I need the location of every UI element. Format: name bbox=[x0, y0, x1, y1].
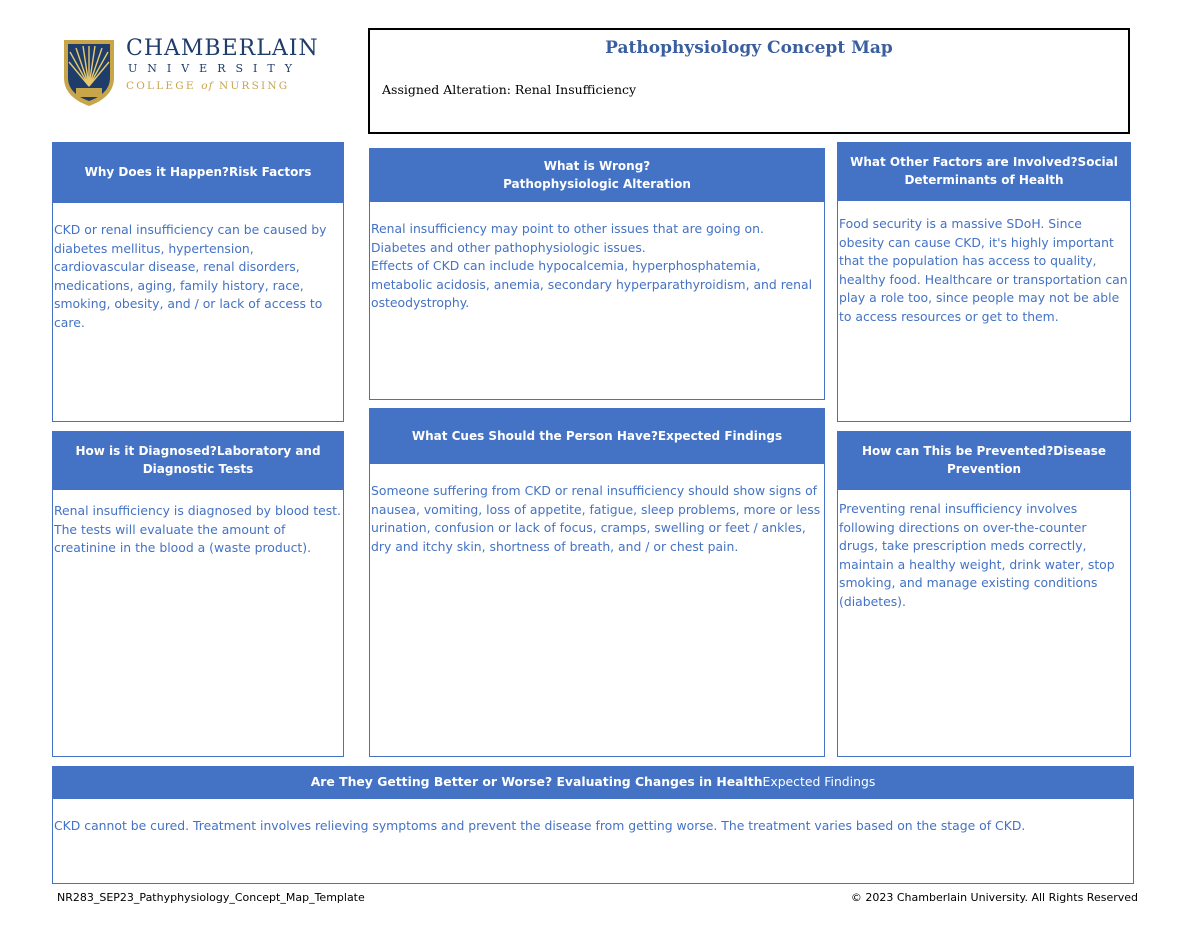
footer-template-name: NR283_SEP23_Pathyphysiology_Concept_Map_Template bbox=[57, 891, 365, 904]
diagnosis-text: Renal insufficiency is diagnosed by blood test. The tests will evaluate the amount of creatinine in the blood a (waste product). bbox=[54, 503, 341, 555]
prevention-box[interactable] bbox=[837, 489, 1131, 757]
expected-findings-box[interactable] bbox=[369, 463, 825, 757]
expected-findings-text: Someone suffering from CKD or renal insufficiency should show signs of nausea, vomiting, loss of appetite, fatigue, sleep problems, more or less urination, confusion or lack of focus, cramps, swelling or feet / ankles, dry and itchy skin, shortness of breath, and / or chest pain. bbox=[371, 483, 821, 554]
diagnosis-box[interactable] bbox=[52, 489, 344, 757]
risk-factors-header: Why Does it Happen?Risk Factors bbox=[52, 142, 344, 202]
evaluation-box[interactable] bbox=[52, 798, 1134, 884]
pathophysiologic-header: What is Wrong? Pathophysiologic Alteration bbox=[369, 148, 825, 201]
pathophysiologic-text-1: Renal insufficiency may point to other issues that are going on. Diabetes and other pathophysiologic issues. bbox=[371, 221, 764, 255]
title-box bbox=[368, 28, 1130, 134]
diagnosis-header: How is it Diagnosed?Laboratory and Diagnostic Tests bbox=[52, 431, 344, 489]
social-determinants-text: Food security is a massive SDoH. Since obesity can cause CKD, it's highly important that the population has access to quality, healthy food. Healthcare or transportation can play a role too, since people may not be able to access resources or get to them. bbox=[839, 216, 1128, 324]
assigned-alteration: Assigned Alteration: Renal Insufficiency bbox=[382, 82, 637, 97]
prevention-text: Preventing renal insufficiency involves following directions on over-the-counter drugs, take prescription meds correctly, maintain a healthy weight, drink water, stop smoking, and manage existing conditions (diabetes). bbox=[839, 501, 1115, 609]
logo-name: CHAMBERLAIN bbox=[126, 36, 319, 61]
prevention-header: How can This be Prevented?Disease Prevention bbox=[837, 431, 1131, 489]
chamberlain-logo bbox=[62, 36, 319, 108]
social-determinants-box[interactable] bbox=[837, 200, 1131, 422]
logo-university: UNIVERSITY bbox=[128, 62, 302, 75]
expected-findings-header: What Cues Should the Person Have?Expected Findings bbox=[369, 408, 825, 463]
evaluation-header: Are They Getting Better or Worse? Evaluating Changes in HealthExpected Findings bbox=[52, 766, 1134, 798]
pathophysiologic-text-2: Effects of CKD can include hypocalcemia, hyperphosphatemia, metabolic acidosis, anemia, secondary hyperparathyroidism, and renal osteodystrophy. bbox=[371, 258, 813, 310]
footer-copyright: © 2023 Chamberlain University. All Rights Reserved bbox=[850, 891, 1138, 904]
evaluation-text: CKD cannot be cured. Treatment involves relieving symptoms and prevent the disease from getting worse. The treatment varies based on the stage of CKD. bbox=[54, 818, 1026, 833]
page-title: Pathophysiology Concept Map bbox=[605, 38, 893, 58]
pathophysiologic-box[interactable] bbox=[369, 201, 825, 400]
logo-college: COLLEGE of NURSING bbox=[126, 80, 290, 92]
risk-factors-box[interactable] bbox=[52, 202, 344, 422]
risk-factors-text: CKD or renal insufficiency can be caused by diabetes mellitus, hypertension, cardiovascular disease, renal disorders, medications, aging, family history, race, smoking, obesity, and / or lack of access to care. bbox=[54, 222, 327, 330]
university-seal-icon bbox=[62, 38, 116, 108]
social-determinants-header: What Other Factors are Involved?Social Determinants of Health bbox=[837, 142, 1131, 200]
